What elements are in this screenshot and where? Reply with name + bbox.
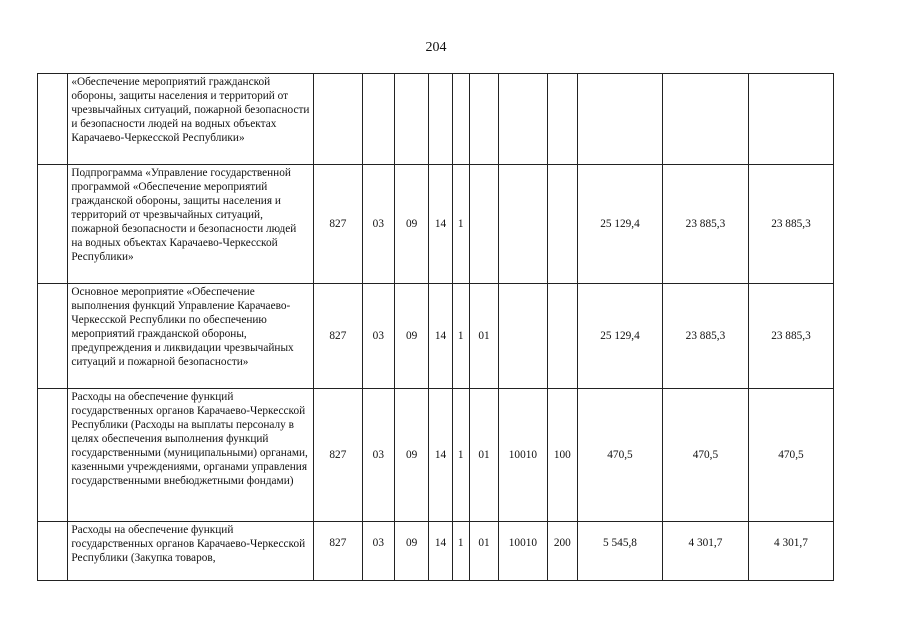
- section-code-cell: 03: [362, 389, 394, 522]
- amount-year2-cell: 23 885,3: [662, 165, 748, 284]
- amount-year2-cell: 4 301,7: [662, 522, 748, 581]
- amount-year1-cell: [578, 74, 663, 165]
- subprogram-code-cell: 1: [452, 389, 469, 522]
- amount-year1-cell: 25 129,4: [578, 165, 663, 284]
- expense-name-cell: Расходы на обеспечение функций государственных органов Карачаево-Черкесской Республики (Закупка товаров,: [68, 522, 314, 581]
- grbs-code-cell: 827: [314, 522, 363, 581]
- expense-name-cell: Подпрограмма «Управление государственной программой «Обеспечение мероприятий гражданской обороны, защиты населения и территорий от чрезвычайных ситуаций, пожарной безопасности и безопасности людей на водных объектах Карачаево-Черкесской Республики»: [68, 165, 314, 284]
- amount-year1-cell: 5 545,8: [578, 522, 663, 581]
- table-row: [38, 284, 834, 389]
- section-code-cell: 03: [362, 522, 394, 581]
- table-row: [38, 165, 834, 284]
- table-row: [38, 74, 834, 165]
- expense-type-cell: [547, 74, 577, 165]
- amount-year2-cell: [662, 74, 748, 165]
- expense-type-cell: 200: [547, 522, 577, 581]
- program-code-cell: 14: [429, 522, 452, 581]
- program-code-cell: 14: [429, 165, 452, 284]
- row-index-cell: [38, 389, 68, 522]
- direction-code-cell: 10010: [499, 522, 548, 581]
- amount-year1-cell: 470,5: [578, 389, 663, 522]
- expense-type-cell: 100: [547, 389, 577, 522]
- amount-year2-cell: 23 885,3: [662, 284, 748, 389]
- direction-code-cell: 10010: [499, 389, 548, 522]
- amount-year2-cell: 470,5: [662, 389, 748, 522]
- amount-year1-cell: 25 129,4: [578, 284, 663, 389]
- activity-code-cell: [469, 165, 498, 284]
- subprogram-code-cell: 1: [452, 165, 469, 284]
- activity-code-cell: 01: [469, 522, 498, 581]
- subprogram-code-cell: [452, 74, 469, 165]
- section-code-cell: 03: [362, 165, 394, 284]
- section-code-cell: 03: [362, 284, 394, 389]
- expense-type-cell: [547, 165, 577, 284]
- subprogram-code-cell: 1: [452, 522, 469, 581]
- expense-type-cell: [547, 284, 577, 389]
- program-code-cell: 14: [429, 389, 452, 522]
- subsection-code-cell: 09: [395, 165, 429, 284]
- grbs-code-cell: 827: [314, 165, 363, 284]
- row-index-cell: [38, 74, 68, 165]
- direction-code-cell: [499, 165, 548, 284]
- activity-code-cell: 01: [469, 389, 498, 522]
- grbs-code-cell: 827: [314, 284, 363, 389]
- amount-year3-cell: 23 885,3: [748, 165, 833, 284]
- subsection-code-cell: 09: [395, 284, 429, 389]
- row-index-cell: [38, 165, 68, 284]
- page-number: 204: [425, 40, 447, 55]
- budget-table: [37, 73, 834, 581]
- row-index-cell: [38, 284, 68, 389]
- grbs-code-cell: [314, 74, 363, 165]
- amount-year3-cell: [748, 74, 833, 165]
- direction-code-cell: [499, 284, 548, 389]
- expense-name-cell: Расходы на обеспечение функций государственных органов Карачаево-Черкесской Республики (Расходы на выплаты персоналу в целях обеспечения выполнения функций государственными (муниципальными) органами, казенными учреждениями, органами управления государственными внебюджетными фондами): [68, 389, 314, 522]
- amount-year3-cell: 470,5: [748, 389, 833, 522]
- program-code-cell: [429, 74, 452, 165]
- amount-year3-cell: 23 885,3: [748, 284, 833, 389]
- subsection-code-cell: [395, 74, 429, 165]
- activity-code-cell: [469, 74, 498, 165]
- activity-code-cell: 01: [469, 284, 498, 389]
- direction-code-cell: [499, 74, 548, 165]
- subsection-code-cell: 09: [395, 522, 429, 581]
- expense-name-cell: «Обеспечение мероприятий гражданской обороны, защиты населения и территорий от чрезвычайных ситуаций, пожарной безопасности и безопасности людей на водных объектах Карачаево-Черкесской Республики»: [68, 74, 314, 165]
- amount-year3-cell: 4 301,7: [748, 522, 833, 581]
- table-row: [38, 389, 834, 522]
- subprogram-code-cell: 1: [452, 284, 469, 389]
- section-code-cell: [362, 74, 394, 165]
- row-index-cell: [38, 522, 68, 581]
- subsection-code-cell: 09: [395, 389, 429, 522]
- table-row: [38, 522, 834, 581]
- grbs-code-cell: 827: [314, 389, 363, 522]
- program-code-cell: 14: [429, 284, 452, 389]
- expense-name-cell: Основное мероприятие «Обеспечение выполнения функций Управление Карачаево-Черкесской Республики по обеспечению мероприятий гражданской обороны, предупреждения и ликвидации чрезвычайных ситуаций и пожарной безопасности»: [68, 284, 314, 389]
